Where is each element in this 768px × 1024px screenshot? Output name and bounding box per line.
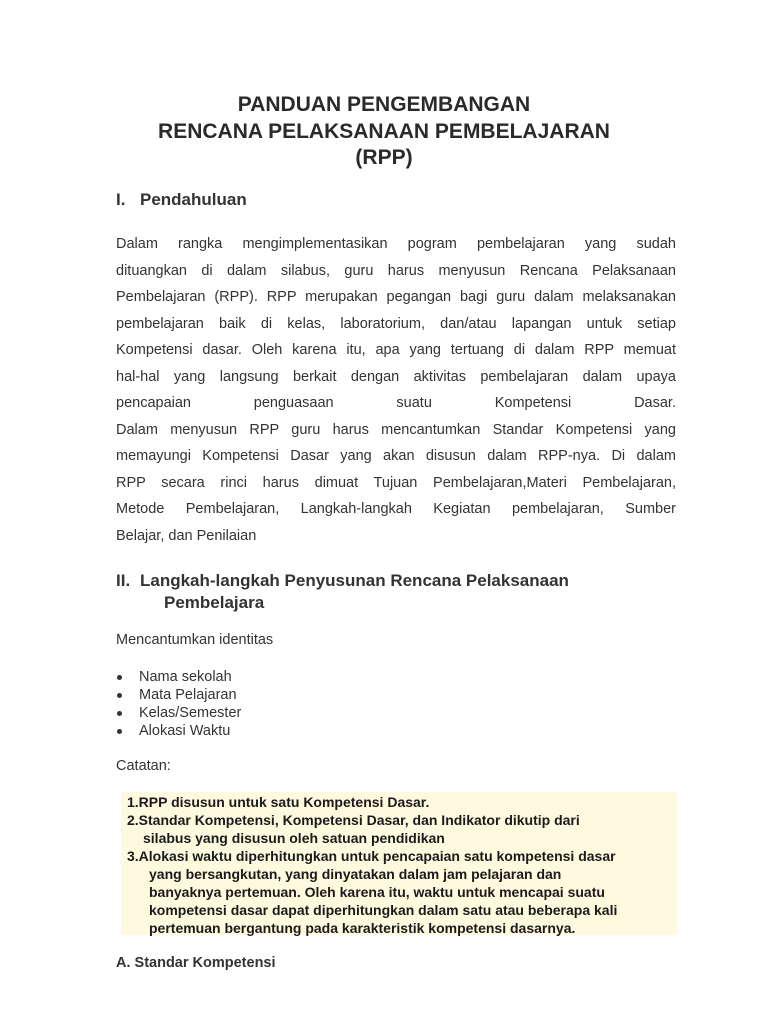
section-2-number: II. bbox=[116, 571, 131, 590]
section-2-title-line-1: Langkah-langkah Penyusunan Rencana Pelaksanaan bbox=[140, 571, 569, 590]
title-line-1: PANDUAN PENGEMBANGAN bbox=[237, 93, 531, 116]
section-a-heading: A. Standar Kompetensi bbox=[116, 955, 276, 971]
notes-label: Catatan: bbox=[116, 758, 171, 774]
section-2-title-line-2: Pembelajara bbox=[164, 593, 265, 612]
paragraph-line: Dalam rangka mengimplementasikan pogram pembelajaran yang sudah bbox=[116, 236, 676, 252]
note-3-line-4: kompetensi dasar dapat diperhitungkan dalam satu atau beberapa kali bbox=[149, 902, 618, 918]
bullet-icon bbox=[117, 729, 122, 734]
bullet-icon bbox=[117, 693, 122, 698]
list-item: Kelas/Semester bbox=[116, 704, 241, 722]
note-2-line-2: silabus yang disusun oleh satuan pendidikan bbox=[143, 830, 445, 846]
paragraph-line: dituangkan di dalam silabus, guru harus menyusun Rencana Pelaksanaan bbox=[116, 262, 676, 279]
paragraph-line: Pembelajaran (RPP). RPP merupakan pegangan bagi guru dalam melaksanakan bbox=[116, 289, 676, 305]
note-3-line-1: 3.Alokasi waktu diperhitungkan untuk pencapaian satu kompetensi dasar bbox=[127, 848, 616, 864]
paragraph-line: pembelajaran baik di kelas, laboratorium, dan/atau lapangan untuk setiap bbox=[116, 315, 676, 332]
introduction-paragraph bbox=[116, 231, 676, 549]
note-3-line-3: banyaknya pertemuan. Oleh karena itu, waktu untuk mencapai suatu bbox=[149, 884, 605, 900]
section-1-number: I. bbox=[116, 190, 126, 209]
section-2-heading bbox=[116, 570, 569, 614]
section-1-heading bbox=[116, 190, 247, 210]
paragraph-line: memayungi Kompetensi Dasar yang akan disusun dalam RPP-nya. Di dalam bbox=[116, 448, 676, 464]
paragraph-line: Belajar, dan Penilaian bbox=[116, 527, 257, 544]
paragraph-line: Kompetensi dasar. Oleh karena itu, apa yang tertuang di dalam RPP memuat bbox=[116, 342, 676, 358]
identity-list bbox=[116, 668, 241, 740]
title-line-2: RENCANA PELAKSANAAN PEMBELAJARAN bbox=[158, 119, 610, 143]
note-3-line-2: yang bersangkutan, yang dinyatakan dalam jam pelajaran dan bbox=[149, 866, 562, 882]
notes-box bbox=[121, 792, 677, 935]
document-title bbox=[0, 92, 768, 172]
section-1-title: Pendahuluan bbox=[140, 190, 247, 209]
title-line-3: (RPP) bbox=[355, 146, 413, 169]
identity-lead-text: Mencantumkan identitas bbox=[116, 632, 274, 648]
note-1: 1.RPP disusun untuk satu Kompetensi Dasar. bbox=[127, 794, 430, 810]
paragraph-line: pencapaian penguasaan suatu Kompetensi Dasar. bbox=[116, 395, 676, 411]
paragraph-line: Dalam menyusun RPP guru harus mencantumkan Standar Kompetensi yang bbox=[116, 421, 676, 438]
paragraph-line: RPP secara rinci harus dimuat Tujuan Pembelajaran,Materi Pembelajaran, bbox=[116, 474, 676, 491]
note-3-line-5: pertemuan bergantung pada karakteristik kompetensi dasarnya. bbox=[149, 920, 576, 936]
note-2-line-1: 2.Standar Kompetensi, Kompetensi Dasar, dan Indikator dikutip dari bbox=[127, 812, 580, 828]
list-item: Mata Pelajaran bbox=[116, 686, 241, 704]
list-item: Alokasi Waktu bbox=[116, 722, 241, 740]
paragraph-line: hal-hal yang langsung berkait dengan aktivitas pembelajaran dalam upaya bbox=[116, 368, 676, 385]
bullet-icon bbox=[117, 711, 122, 716]
list-item: Nama sekolah bbox=[116, 668, 241, 686]
bullet-icon bbox=[117, 675, 122, 680]
paragraph-line: Metode Pembelajaran, Langkah-langkah Kegiatan pembelajaran, Sumber bbox=[116, 501, 676, 517]
